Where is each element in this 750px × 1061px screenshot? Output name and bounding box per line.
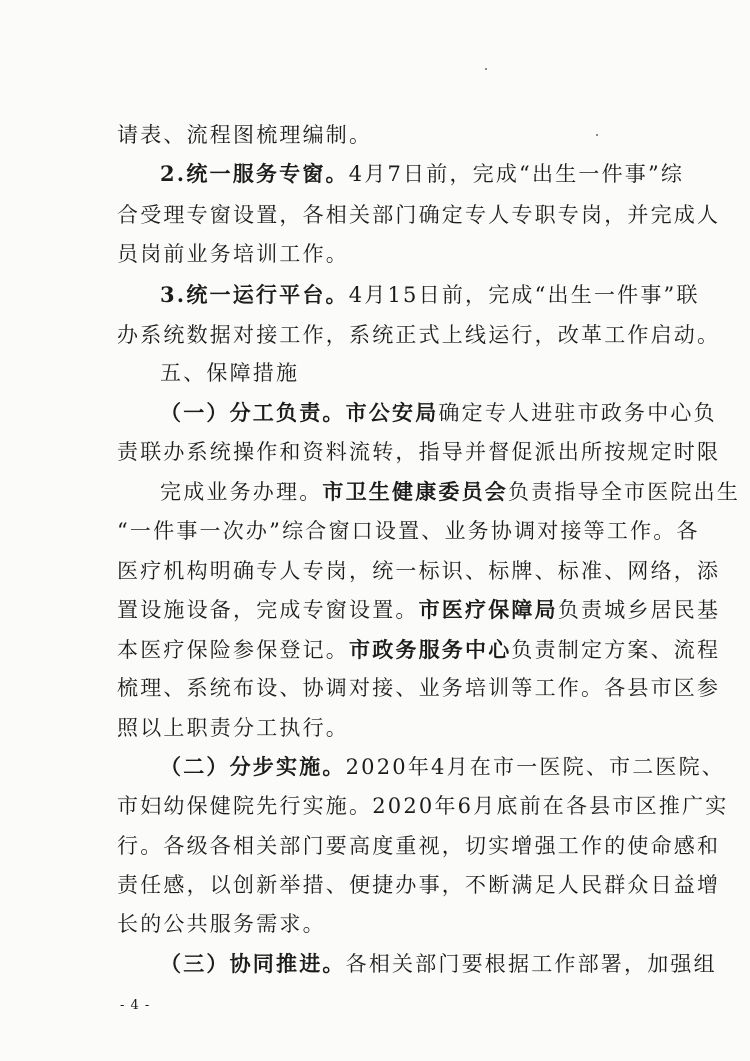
text-line [117,596,720,624]
scan-speck [596,134,598,136]
text-line [117,910,326,938]
body-text: 负责制定方案、流程 [511,638,721,662]
text-line [117,792,728,820]
bold-heading-text: （一）分工负责。 [160,400,346,425]
body-text: 负责城乡居民基 [557,598,721,622]
body-text: 员岗前业务培训工作。 [117,242,349,266]
text-line [160,160,684,188]
body-text: 责任感，以创新举措、便捷办事，不断满足人民群众日益增 [117,873,721,897]
body-text: 办系统数据对接工作，系统正式上线运行，改革工作启动。 [117,323,721,347]
body-text: 梳理、系统布设、协调对接、业务培训等工作。各县市区参 [117,676,721,700]
bold-heading-text: 市医疗保障局 [418,597,558,622]
body-text: 市妇幼保健院先行实施。2020年6月底前在各县市区推广实 [117,794,729,818]
body-text: 4月7日前，完成“出生一件事”综 [348,162,685,186]
text-line [117,636,720,664]
body-text: 完成业务办理。 [160,480,323,504]
bold-heading-text: （二）分步实施。 [160,754,346,779]
body-text: 合受理专窗设置，各相关部门确定专人专职专岗，并完成人 [117,203,721,227]
body-text: 责联办系统操作和资料流转，指导并督促派出所按规定时限 [117,440,721,464]
text-line [117,674,720,702]
text-line [117,240,349,268]
body-text: 2020年4月在市一医院、市二医院、 [345,755,726,779]
text-line [117,714,349,742]
text-line [160,753,725,781]
bold-heading-text: （三）协同推进。 [160,951,346,976]
text-line [117,438,720,466]
text-line [117,832,720,860]
text-line [160,399,717,427]
body-text: 照以上职责分工执行。 [117,716,349,740]
text-line [117,871,720,899]
text-line [160,359,299,387]
page-number: - 4 - [120,998,151,1013]
text-line [117,121,372,149]
bold-heading-text: 市卫生健康委员会 [322,479,509,504]
text-line [160,478,740,506]
text-line [117,321,720,349]
body-text: 长的公共服务需求。 [117,912,326,936]
body-text: 五、保障措施 [160,361,300,385]
body-text: 负责指导全市医院出生 [508,480,741,504]
text-line [160,281,700,309]
body-text: 请表、流程图梳理编制。 [117,123,373,147]
scan-speck [485,68,487,70]
body-text: “一件事一次办”综合窗口设置、业务协调对接等工作。各 [117,519,700,543]
body-text: 本医疗保险参保登记。 [117,638,349,662]
bold-heading-text: 2.统一服务专窗。 [160,161,349,186]
bold-heading-text: 市政务服务中心 [349,637,512,662]
body-text: 行。各级各相关部门要高度重视，切实增强工作的使命感和 [117,834,721,858]
body-text: 置设施设备，完成专窗设置。 [117,598,419,622]
text-line [160,950,717,978]
text-line [117,557,720,585]
body-text: 4月15日前，完成“出生一件事”联 [348,283,700,307]
text-line [117,201,720,229]
text-line [117,517,700,545]
bold-heading-text: 3.统一运行平台。 [160,282,349,307]
body-text: 各相关部门要根据工作部署，加强组 [345,952,717,976]
body-text: 医疗机构明确专人专岗，统一标识、标牌、标准、网络，添 [117,559,721,583]
body-text: 确定专人进驻市政务中心负 [438,401,717,425]
bold-heading-text: 市公安局 [345,400,439,425]
